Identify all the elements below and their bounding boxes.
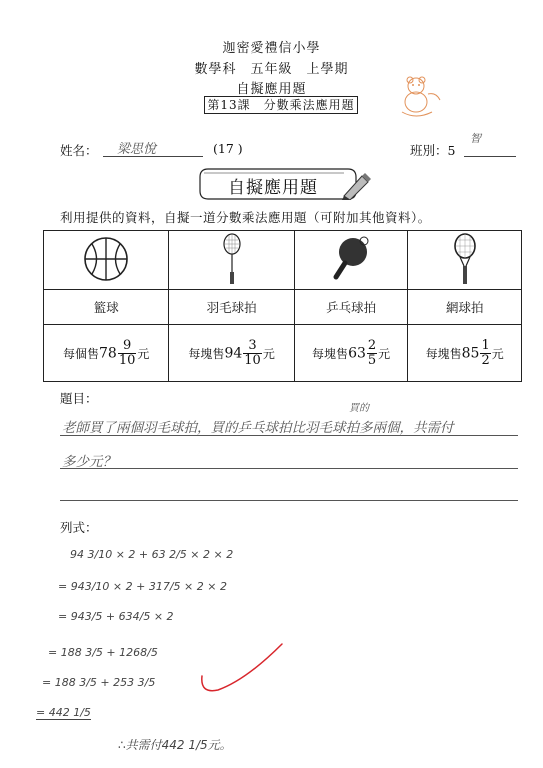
lesson-title: 第13課 分數乘法應用題 [204,96,358,114]
banner-title: 自擬應用題 [228,178,318,198]
item-name: 籃球 [44,290,169,325]
name-field [103,138,203,157]
name-label: 姓名： [60,143,98,158]
price-fraction: $\frac{3}{10}$ [244,337,261,368]
working-step: = 943/5 + 634/5 × 2 [58,610,174,623]
school-name: 迦密愛禮信小學 [222,41,321,56]
price-fraction: $\frac{9}{10}$ [118,337,136,368]
item-name: 乒乓球拍 [294,290,408,325]
student-number: (17 ) [213,141,243,156]
item-price: 每塊售85 $\frac{1}{2}$ 元 [408,325,522,382]
item-price: 每個售78 $\frac{9}{10}$ 元 [44,325,169,382]
item-image-cell [169,231,294,290]
basketball-icon [83,236,129,282]
instruction-text: 利用提供的資料，自擬一道分數乘法應用題（可附加其他資料）。 [60,210,431,225]
question-line-1: 老師買了兩個羽毛球拍，買的乒乓球拍比羽毛球拍多兩個，共需付 [62,420,454,436]
item-name: 網球拍 [408,290,522,325]
item-price: 每塊售63 $\frac{2}{5}$ 元 [294,325,408,382]
worksheet-title: 自擬應用題 [236,82,307,97]
question-line-2: 多少元？ [62,454,116,470]
final-answer: ∴共需付442 1/5元。 [118,738,232,752]
class-field [464,132,516,157]
working-step: = 188 3/5 + 1268/5 [48,646,158,659]
ping-pong-paddle-icon [331,235,371,283]
item-price: 每塊售94 $\frac{3}{10}$ 元 [169,325,294,382]
answer-rule-1 [60,435,518,436]
price-fraction: $\frac{2}{5}$ [367,337,377,368]
item-image-cell [294,231,408,290]
cartoon-stamp-icon [396,72,444,122]
item-name: 羽毛球拍 [169,290,294,325]
items-table [43,230,522,382]
answer-rule-2 [60,468,518,469]
class-label: 班別：5 [410,143,456,158]
inserted-text: 買的 [349,403,369,414]
question-label: 題目： [60,391,98,406]
working-label: 列式： [60,520,98,535]
working-step: = 442 1/5 [36,706,91,719]
item-image-cell [408,231,522,290]
working-step: 94 3/10 × 2 + 63 2/5 × 2 × 2 [70,548,234,561]
item-image-cell [44,231,169,290]
price-fraction: $\frac{1}{2}$ [481,337,490,368]
red-checkmark-icon [196,640,288,698]
subject-line: 數學科 五年級 上學期 [194,62,349,77]
working-step: = 188 3/5 + 253 3/5 [42,676,156,689]
class-value: 智 [470,132,481,145]
working-step: = 943/10 × 2 + 317/5 × 2 × 2 [58,580,227,593]
pencil-icon [340,170,372,200]
badminton-racket-icon [217,232,247,286]
answer-rule-3 [60,500,518,501]
tennis-racket-icon [450,232,480,286]
name-value: 梁思悅 [117,142,157,157]
